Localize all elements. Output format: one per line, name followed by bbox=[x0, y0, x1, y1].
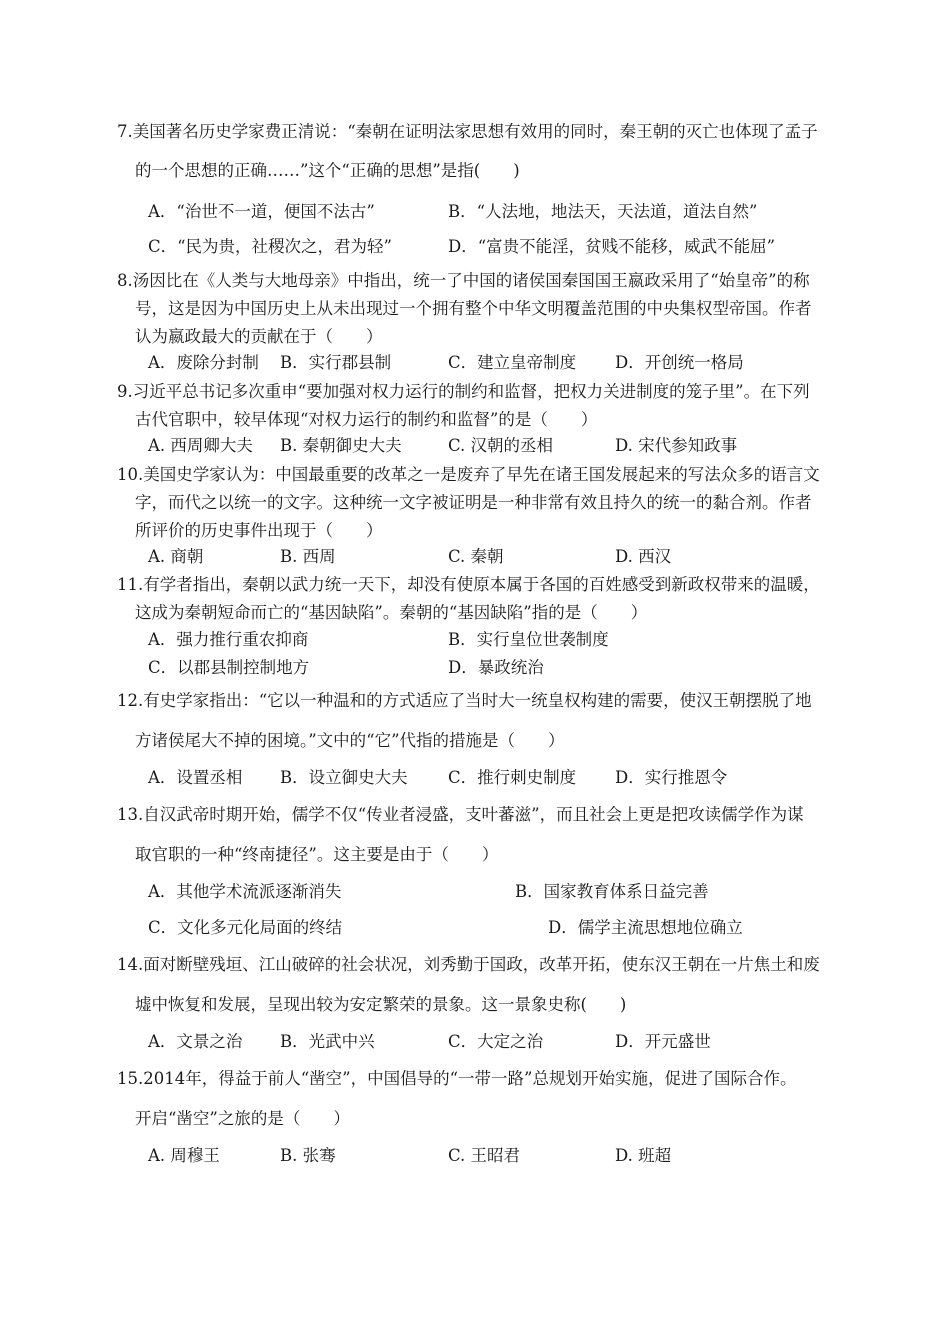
question-11-line-2: 这成为秦朝短命而亡的“基因缺陷”。秦朝的“基因缺陷”指的是（ ） bbox=[135, 603, 648, 622]
question-8-line-2: 号，这是因为中国历史上从未出现过一个拥有整个中华文明覆盖范围的中央集权型帝国。作者 bbox=[135, 299, 812, 318]
question-14-line-2: 墟中恢复和发展，呈现出较为安定繁荣的景象。这一景象史称( ) bbox=[135, 995, 627, 1014]
question-8-option-a: A．废除分封制 bbox=[148, 353, 259, 372]
question-8-option-d: D．开创统一格局 bbox=[615, 353, 744, 372]
question-9-line-1: 9.习近平总书记多次重申“要加强对权力运行的制约和监督，把权力关进制度的笼子里”。在下列 bbox=[117, 382, 810, 401]
question-14-option-c: C．大定之治 bbox=[448, 1032, 544, 1051]
question-7-line-2: 的一个思想的正确……”这个“正确的思想”是指( ) bbox=[135, 161, 520, 180]
question-7-option-c: C．“民为贵，社稷次之，君为轻” bbox=[148, 237, 392, 256]
question-13-line-1: 13.自汉武帝时期开始，儒学不仅“传业者浸盛，支叶蕃滋”，而且社会上更是把攻读儒学作为谋 bbox=[117, 805, 804, 824]
question-8-line-1: 8.汤因比在《人类与大地母亲》中指出，统一了中国的诸侯国秦国国王嬴政采用了“始皇帝”的称 bbox=[117, 271, 810, 290]
question-15-option-b: B. 张骞 bbox=[280, 1146, 336, 1165]
question-13-option-c: C．文化多元化局面的终结 bbox=[148, 918, 343, 937]
question-11-option-b: B．实行皇位世袭制度 bbox=[448, 630, 609, 649]
question-8-line-3: 认为嬴政最大的贡献在于（ ） bbox=[135, 327, 383, 346]
question-12-option-d: D．实行推恩令 bbox=[615, 768, 728, 787]
question-8-option-c: C．建立皇帝制度 bbox=[448, 353, 577, 372]
question-15-option-a: A. 周穆王 bbox=[148, 1146, 220, 1165]
question-10-option-c: C. 秦朝 bbox=[448, 547, 504, 566]
question-10-line-3: 所评价的历史事件出现于（ ） bbox=[135, 521, 383, 540]
question-13-option-a: A．其他学术流派逐渐消失 bbox=[148, 882, 342, 901]
question-10-option-a: A. 商朝 bbox=[148, 547, 204, 566]
question-7-option-b: B．“人法地，地法天，天法道，道法自然” bbox=[448, 202, 758, 221]
question-15-option-c: C. 王昭君 bbox=[448, 1146, 521, 1165]
question-14-line-1: 14.面对断壁残垣、江山破碎的社会状况，刘秀勤于国政，改革开拓，使东汉王朝在一片焦土和废 bbox=[117, 955, 820, 974]
question-12-option-b: B．设立御史大夫 bbox=[280, 768, 408, 787]
question-13-option-b: B．国家教育体系日益完善 bbox=[515, 882, 709, 901]
question-14-option-a: A．文景之治 bbox=[148, 1032, 243, 1051]
question-7-option-a: A．“治世不一道，便国不法古” bbox=[148, 202, 375, 221]
question-14-option-b: B．光武中兴 bbox=[280, 1032, 375, 1051]
question-9-option-b: B. 秦朝御史大夫 bbox=[280, 436, 402, 455]
question-15-line-1: 15.2014年，得益于前人“凿空”，中国倡导的“一带一路”总规划开始实施，促进了国际合作。 bbox=[117, 1069, 797, 1088]
question-7-option-d: D．“富贵不能淫，贫贱不能移，威武不能屈” bbox=[448, 237, 776, 256]
question-10-line-2: 字，而代之以统一的文字。这种统一文字被证明是一种非常有效且持久的统一的黏合剂。作者 bbox=[135, 493, 812, 512]
question-14-option-d: D．开元盛世 bbox=[615, 1032, 711, 1051]
question-11-option-d: D．暴政统治 bbox=[448, 658, 544, 677]
question-13-line-2: 取官职的一种“终南捷径”。这主要是由于（ ） bbox=[135, 845, 499, 864]
question-7-line-1: 7.美国著名历史学家费正清说：“秦朝在证明法家思想有效用的同时，秦王朝的灭亡也体现了孟子 bbox=[117, 122, 818, 141]
question-11-option-c: C．以郡县制控制地方 bbox=[148, 658, 310, 677]
question-15-option-d: D. 班超 bbox=[615, 1146, 672, 1165]
question-12-line-1: 12.有史学家指出：“它以一种温和的方式适应了当时大一统皇权构建的需要，使汉王朝摆脱了地 bbox=[117, 691, 812, 710]
question-12-line-2: 方诸侯尾大不掉的困境。”文中的“它”代指的措施是（ ） bbox=[135, 731, 565, 750]
question-11-option-a: A．强力推行重农抑商 bbox=[148, 630, 309, 649]
question-12-option-c: C．推行刺史制度 bbox=[448, 768, 577, 787]
question-10-line-1: 10.美国史学家认为：中国最重要的改革之一是废弃了早先在诸王国发展起来的写法众多的语言文 bbox=[117, 465, 820, 484]
question-10-option-d: D. 西汉 bbox=[615, 547, 672, 566]
question-9-option-a: A. 西周卿大夫 bbox=[148, 436, 253, 455]
question-8-option-b: B．实行郡县制 bbox=[280, 353, 392, 372]
question-9-option-d: D. 宋代参知政事 bbox=[615, 436, 738, 455]
question-15-line-2: 开启“凿空”之旅的是（ ） bbox=[135, 1109, 350, 1128]
question-11-line-1: 11.有学者指出，秦朝以武力统一天下，却没有使原本属于各国的百姓感受到新政权带来的温暖， bbox=[117, 575, 820, 594]
question-9-option-c: C. 汉朝的丞相 bbox=[448, 436, 554, 455]
question-12-option-a: A．设置丞相 bbox=[148, 768, 243, 787]
question-13-option-d: D．儒学主流思想地位确立 bbox=[548, 918, 743, 937]
question-9-line-2: 古代官职中，较早体现“对权力运行的制约和监督”的是（ ） bbox=[135, 410, 598, 429]
question-10-option-b: B. 西周 bbox=[280, 547, 336, 566]
